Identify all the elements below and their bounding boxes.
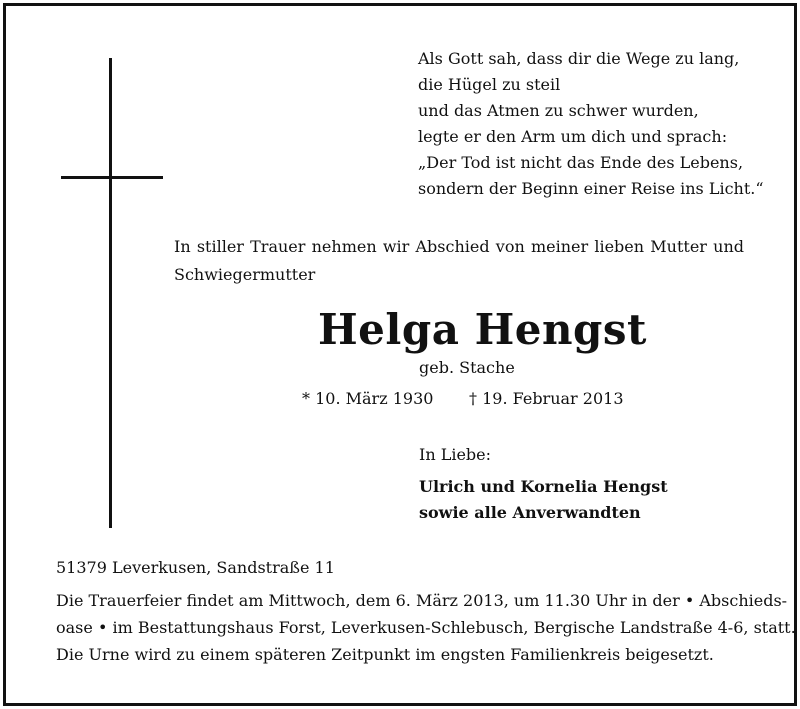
poem-line: die Hügel zu steil (418, 75, 561, 94)
ceremony-info (56, 587, 796, 668)
cross-icon-horizontal-bar (61, 176, 163, 179)
ceremony-line: Die Urne wird zu einem späteren Zeitpunkt im engsten Familienkreis beigesetzt. (56, 645, 714, 664)
poem-line: und das Atmen zu schwer wurden, (418, 101, 699, 120)
address: 51379 Leverkusen, Sandstraße 11 (56, 558, 335, 577)
poem-line: „Der Tod ist nicht das Ende des Lebens, (418, 153, 744, 172)
poem (418, 46, 764, 202)
birth-date: * 10. März 1930 (302, 389, 434, 408)
deceased-name: Helga Hengst (318, 305, 647, 354)
mourners-line: Ulrich und Kornelia Hengst (419, 477, 668, 496)
mourners-names (419, 474, 668, 526)
maiden-name: geb. Stache (419, 358, 515, 377)
ceremony-line: Die Trauerfeier findet am Mittwoch, dem 6. März 2013, um 11.30 Uhr in der • Abschieds- (56, 591, 788, 610)
mourners-line: sowie alle Anverwandten (419, 503, 641, 522)
cross-icon-vertical-bar (109, 58, 112, 528)
poem-line: sondern der Beginn einer Reise ins Licht.“ (418, 179, 764, 198)
poem-line: legte er den Arm um dich und sprach: (418, 127, 728, 146)
poem-line: Als Gott sah, dass dir die Wege zu lang, (418, 49, 740, 68)
ceremony-line: oase • im Bestattungshaus Forst, Leverkusen-Schlebusch, Bergische Landstraße 4-6, statt. (56, 618, 796, 637)
intro-text: In stiller Trauer nehmen wir Abschied von meiner lieben Mutter und Schwiegermutter (174, 237, 744, 284)
death-date: † 19. Februar 2013 (469, 389, 624, 408)
mourners-heading: In Liebe: (419, 445, 492, 464)
